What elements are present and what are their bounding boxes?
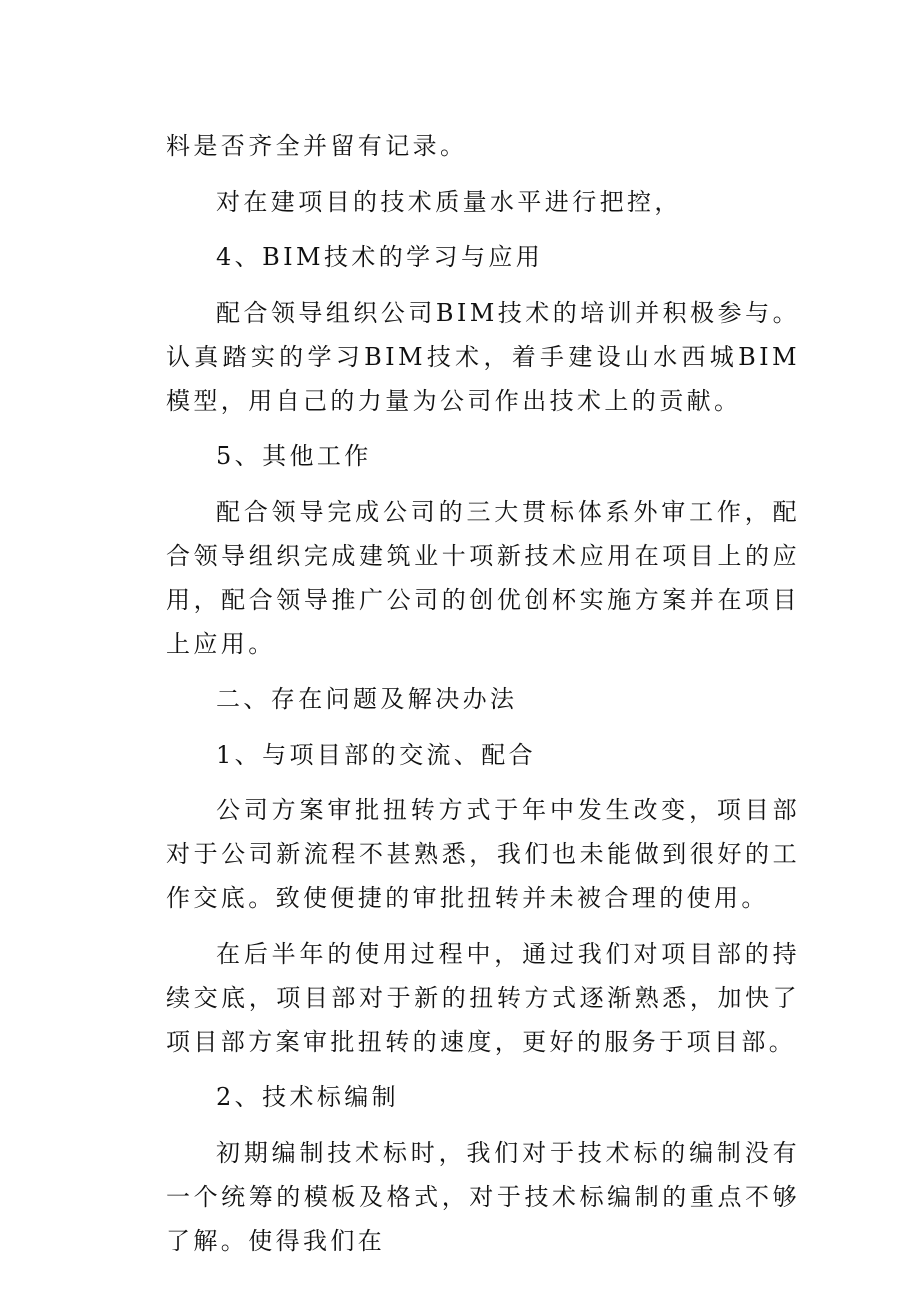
paragraph-technical-bid: 初期编制技术标时，我们对于技术标的编制没有一个统筹的模板及格式，对于技术标编制的重点不够了解。使得我们在 (166, 1138, 800, 1255)
paragraph-second-half: 在后半年的使用过程中，通过我们对项目部的持续交底，项目部对于新的扭转方式逐渐熟悉，加快了项目部方案审批扭转的速度，更好的服务于项目部。 (166, 939, 800, 1056)
paragraph-continuation: 料是否齐全并留有记录。 (166, 132, 468, 160)
section-heading-communication: 1、与项目部的交流、配合 (216, 740, 537, 769)
section-heading-bim: 4、BIM技术的学习与应用 (216, 243, 544, 271)
section-heading-technical-bid: 2、技术标编制 (216, 1083, 400, 1111)
document-body (166, 124, 800, 1274)
paragraph-quality-control: 对在建项目的技术质量水平进行把控， (216, 187, 682, 216)
paragraph-other-work: 配合领导完成公司的三大贯标体系外审工作，配合领导组织完成建筑业十项新技术应用在项目上的应用，配合领导推广公司的创优创杯实施方案并在项目上应用。 (166, 497, 800, 658)
paragraph-approval-change: 公司方案审批扭转方式于年中发生改变，项目部对于公司新流程不甚熟悉，我们也未能做到很好的工作交底。致使便捷的审批扭转并未被合理的使用。 (166, 796, 800, 912)
section-heading-problems: 二、存在问题及解决办法 (216, 685, 518, 713)
paragraph-bim: 配合领导组织公司BIM技术的培训并积极参与。认真踏实的学习BIM技术，着手建设山水西城BIM模型，用自己的力量为公司作出技术上的贡献。 (166, 298, 800, 415)
section-heading-other-work: 5、其他工作 (216, 442, 372, 470)
